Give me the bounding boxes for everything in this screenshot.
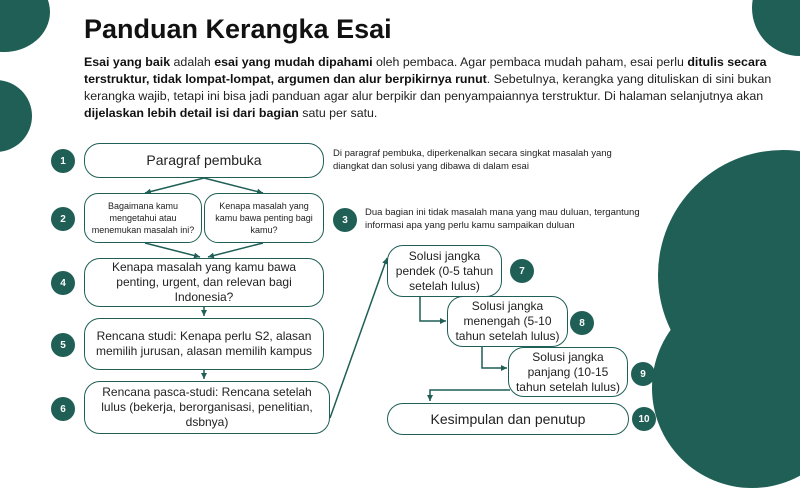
step-number-1: 1 <box>51 149 75 173</box>
step-number-10: 10 <box>632 407 656 431</box>
box-rencana-studi: Rencana studi: Kenapa perlu S2, alasan memilih jurusan, alasan memilih kampus <box>84 318 324 370</box>
step-number-3: 3 <box>333 208 357 232</box>
box-solusi-jangka-menengah: Solusi jangka menengah (5-10 tahun setelah lulus) <box>447 296 568 347</box>
step-number-2: 2 <box>51 207 75 231</box>
box-solusi-jangka-pendek: Solusi jangka pendek (0-5 tahun setelah lulus) <box>387 245 502 297</box>
arrow-6-to-7 <box>330 258 387 418</box>
intro-bold-5: ditulis secara terstruktur, tidak lompat-lompat, argumen dan alur berpikirnya runut <box>84 55 767 86</box>
box-paragraf-pembuka: Paragraf pembuka <box>84 143 324 178</box>
arrow-9-to-10 <box>430 390 510 401</box>
box-kesimpulan-penutup: Kesimpulan dan penutup <box>387 403 629 435</box>
intro-text-8: satu per satu. <box>298 106 378 120</box>
step-number-4: 4 <box>51 271 75 295</box>
intro-bold-7: dijelaskan lebih detail isi dari bagian <box>84 106 299 120</box>
step-number-6: 6 <box>51 397 75 421</box>
box-kenapa-penting-bagi-kamu: Kenapa masalah yang kamu bawa penting bagi kamu? <box>204 193 324 243</box>
arrow-8-to-9 <box>482 345 507 368</box>
arrow-2a-to-4 <box>145 243 200 257</box>
step-number-9: 9 <box>631 362 655 386</box>
box-solusi-jangka-panjang: Solusi jangka panjang (10-15 tahun setelah lulus) <box>508 347 628 397</box>
box-relevansi-indonesia: Kenapa masalah yang kamu bawa penting, urgent, dan relevan bagi Indonesia? <box>84 258 324 307</box>
step-number-8: 8 <box>570 311 594 335</box>
intro-bold-3: esai yang mudah dipahami <box>214 55 373 69</box>
page-title: Panduan Kerangka Esai <box>84 14 392 44</box>
intro-text-6: . Sebetulnya, kerangka yang dituliskan di sini bukan kerangka wajib, tetapi ini bisa jadi panduan agar alur berpikir dan penyampaiannya terstruktur. Di halaman selanjutnya akan <box>84 72 772 103</box>
box-bagaimana-menemukan-masalah: Bagaimana kamu mengetahui atau menemukan masalah ini? <box>84 193 202 243</box>
note-urutan-bagian: Dua bagian ini tidak masalah mana yang mau duluan, tergantung informasi apa yang perlu kamu sampaikan duluan <box>365 207 640 231</box>
intro-bold-1: Esai yang baik <box>84 55 171 69</box>
step-number-5: 5 <box>51 333 75 357</box>
arrow-1-to-2b <box>204 178 263 193</box>
note-paragraf-pembuka: Di paragraf pembuka, diperkenalkan secara singkat masalah yang diangkat dan solusi yang dibawa di dalam esai <box>333 148 612 172</box>
arrow-7-to-8 <box>420 297 446 321</box>
intro-text-4: oleh pembaca. Agar pembaca mudah paham, esai perlu <box>372 55 688 69</box>
intro-text-2: adalah <box>170 55 215 69</box>
arrow-2b-to-4 <box>208 243 263 257</box>
arrow-1-to-2a <box>145 178 204 193</box>
step-number-7: 7 <box>510 259 534 283</box>
box-rencana-pasca-studi: Rencana pasca-studi: Rencana setelah lulus (bekerja, berorganisasi, penelitian, dsbnya) <box>84 381 330 434</box>
